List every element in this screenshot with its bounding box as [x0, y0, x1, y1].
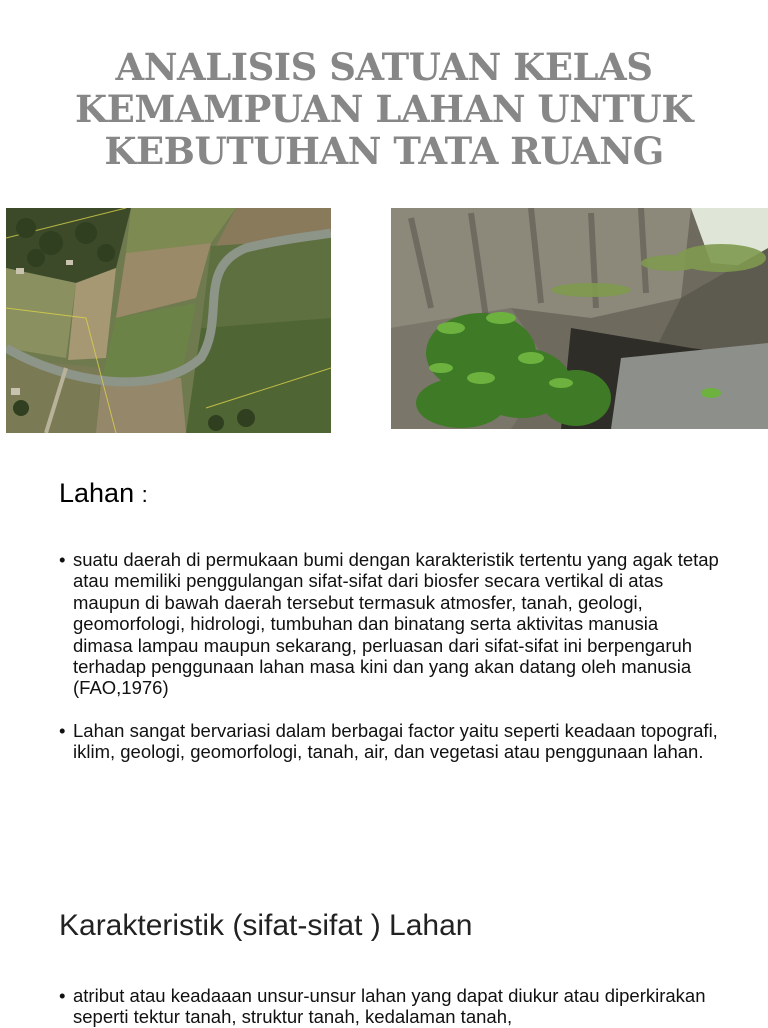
- slide-title: [0, 46, 768, 172]
- lahan-bullet-2: • Lahan sangat bervariasi dalam berbagai factor yaitu seperti keadaan topografi, iklim, geologi, geomorfologi, tanah, air, dan vegetasi atau penggunaan lahan.: [59, 720, 719, 763]
- lahan-heading-colon: :: [141, 482, 148, 507]
- lahan-bullet-list: [59, 549, 719, 763]
- aerial-farmland-photo: [6, 208, 331, 433]
- karakteristik-bullet-list: [59, 985, 719, 1028]
- karakteristik-bullet-1: • atribut atau keadaaan unsur-unsur lahan yang dapat diukur atau diperkirakan seperti tektur tanah, struktur tanah, kedalaman tanah,: [59, 985, 719, 1028]
- karakteristik-heading: Karakteristik (sifat-sifat ) Lahan: [59, 909, 473, 942]
- title-line-2: KEMAMPUAN LAHAN UNTUK: [75, 87, 693, 131]
- lahan-heading-text: Lahan: [59, 478, 135, 508]
- lahan-heading: [59, 478, 148, 509]
- lahan-bullet-1: • suatu daerah di permukaan bumi dengan karakteristik tertentu yang agak tetap atau memiliki penggulangan sifat-sifat dari biosfer secara vertikal di atas maupun di bawah daerah tersebut termasuk atmosfer, tanah, geologi, geomorfologi, hidrologi, tumbuhan dan binatang serta aktivitas manusia dimasa lampau maupun sekarang, perluasan dari sifat-sifat ini berpengaruh terhadap penggunaan lahan masa kini dan yang akan datang oleh manusia (FAO,1976): [59, 549, 719, 699]
- title-line-3: KEBUTUHAN TATA RUANG: [104, 129, 664, 173]
- rock-cliff-vegetation-photo: [391, 208, 768, 429]
- title-line-1: ANALISIS SATUAN KELAS: [115, 45, 653, 89]
